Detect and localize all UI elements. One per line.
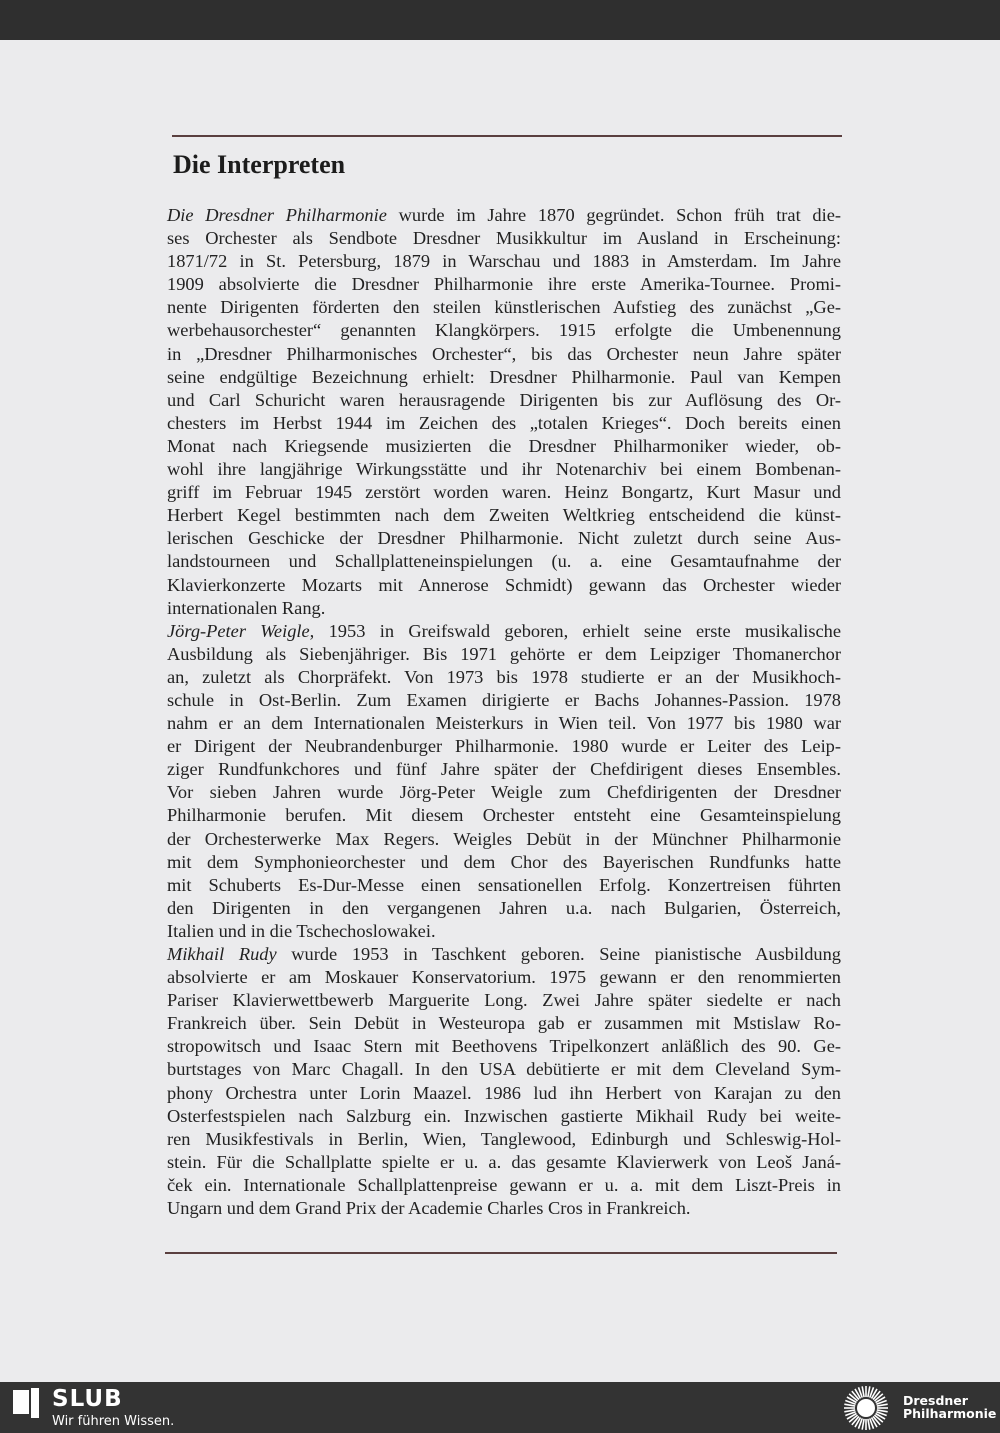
section-heading: Die Interpreten: [173, 150, 346, 179]
text-line: in „Dresdner Philharmonisches Orchester“, bis das Orchester neun Jahre später: [167, 343, 841, 364]
text-line: werbehausorchester“ genannten Klangkörpers. 1915 erfolgte die Umbenennung: [167, 320, 841, 341]
text-line: den Dirigenten in den vergangenen Jahren u.a. nach Bulgarien, Österreich,: [167, 897, 841, 918]
text-line: mit dem Symphonieorchester und dem Chor des Bayerischen Rundfunks hatte: [167, 851, 841, 872]
text-line: Ungarn und dem Grand Prix der Academie Charles Cros in Frankreich.: [167, 1198, 691, 1219]
text-line: nahm er an dem Internationalen Meisterkurs in Wien teil. Von 1977 bis 1980 war: [167, 713, 841, 734]
text-line: an, zuletzt als Chorpräfekt. Von 1973 bis 1978 studierte er an der Musikhoch-: [167, 666, 841, 687]
top-rule: [172, 135, 842, 137]
text-line: internationalen Rang.: [167, 597, 326, 618]
text-line: burtstages von Marc Chagall. In den USA debütierte er mit dem Cleveland Sym-: [167, 1059, 841, 1080]
text-line: stropowitsch und Isaac Stern mit Beethovens Tripelkonzert anläßlich des 90. Ge-: [167, 1036, 841, 1057]
text-line: Monat nach Kriegsende musizierten die Dresdner Philharmoniker wieder, ob-: [167, 435, 841, 456]
text-line: wohl ihre langjährige Wirkungsstätte und ihr Notenarchiv bei einem Bombenan-: [167, 459, 841, 480]
text-line: Philharmonie berufen. Mit diesem Orchester entsteht eine Gesamteinspielung: [167, 805, 841, 826]
text-line: Vor sieben Jahren wurde Jörg-Peter Weigle zum Chefdirigenten der Dresdner: [167, 782, 841, 803]
text-line: ziger Rundfunkchores und fünf Jahre später der Chefdirigent dieses Ensembles.: [167, 759, 841, 780]
text-line: ček ein. Internationale Schallplattenpreise gewann er u. a. mit dem Liszt-Preis in: [167, 1174, 841, 1195]
text-line: seine endgültige Bezeichnung erhielt: Dresdner Philharmonie. Paul van Kempen: [167, 366, 841, 387]
text-line: Mikhail Rudy wurde 1953 in Taschkent geboren. Seine pianistische Ausbildung: [167, 944, 841, 964]
text-line: phony Orchestra unter Lorin Maazel. 1986 lud ihn Herbert von Karajan zu den: [167, 1082, 841, 1103]
text-line: 1909 absolvierte die Dresdner Philharmonie ihre erste Amerika-Tournee. Promi-: [167, 274, 841, 295]
text-line: Pariser Klavierwettbewerb Marguerite Long. Zwei Jahre später siedelte er nach: [167, 990, 841, 1011]
text-line: Osterfestspielen nach Salzburg ein. Inzwischen gastierte Mikhail Rudy bei weite-: [167, 1105, 841, 1126]
body-text: [167, 204, 841, 1220]
slub-book-icon: [12, 1388, 40, 1418]
dp-name-line1: Dresdner: [903, 1393, 968, 1408]
dp-name-line2: Philharmonie: [903, 1406, 997, 1421]
text-line: chesters im Herbst 1944 im Zeichen des „totalen Krieges“. Doch bereits einen: [167, 412, 841, 433]
text-line: und Carl Schuricht waren herausragende Dirigenten bis zur Auflösung des Or-: [167, 389, 841, 410]
text-line: stein. Für die Schallplatte spielte er u. a. das gesamte Klavierwerk von Leoš Janá-: [167, 1151, 841, 1172]
slub-name: SLUB: [52, 1386, 123, 1412]
text-line: Ausbildung als Siebenjähriger. Bis 1971 gehörte er dem Leipziger Thomanerchor: [167, 643, 841, 664]
text-line: absolvierte er am Moskauer Konservatorium. 1975 gewann er den renommierten: [167, 967, 841, 988]
text-line: Klavierkonzerte Mozarts mit Annerose Schmidt) gewann das Orchester wieder: [167, 574, 841, 595]
text-line: Jörg-Peter Weigle, 1953 in Greifswald geboren, erhielt seine erste musikalische: [167, 620, 842, 641]
text-line: der Orchesterwerke Max Regers. Weigles Debüt in der Münchner Philharmonie: [167, 828, 841, 849]
document-page: [0, 40, 1000, 1382]
text-line: Die Dresdner Philharmonie wurde im Jahre 1870 gegründet. Schon früh trat die-: [167, 205, 841, 225]
text-line: er Dirigent der Neubrandenburger Philharmonie. 1980 wurde er Leiter des Leip-: [167, 736, 841, 757]
dresdner-philharmonie-name: [903, 1394, 996, 1420]
text-line: ses Orchester als Sendbote Dresdner Musikkultur im Ausland in Erscheinung:: [167, 228, 841, 249]
text-line: nente Dirigenten förderten den steilen künstlerischen Aufstieg des zunächst „Ge-: [167, 297, 841, 318]
text-line: 1871/72 in St. Petersburg, 1879 in Warschau und 1883 in Amsterdam. Im Jahre: [167, 251, 841, 272]
footer-bar: [0, 1382, 1000, 1433]
text-line: mit Schuberts Es-Dur-Messe einen sensationellen Erfolg. Konzertreisen führten: [167, 874, 841, 895]
text-line: Frankreich über. Sein Debüt in Westeuropa gab er zusammen mit Mstislaw Ro-: [167, 1013, 841, 1034]
bottom-rule: [165, 1252, 837, 1254]
text-line: ren Musikfestivals in Berlin, Wien, Tanglewood, Edinburgh und Schleswig-Hol-: [167, 1128, 841, 1149]
text-line: griff im Februar 1945 zerstört worden waren. Heinz Bongartz, Kurt Masur und: [167, 482, 841, 503]
text-line: Italien und in die Tschechoslowakei.: [167, 920, 436, 941]
text-line: landstourneen und Schallplatteneinspielungen (u. a. eine Gesamtaufnahme der: [167, 551, 841, 572]
text-line: lerischen Geschicke der Dresdner Philharmonie. Nicht zuletzt durch seine Aus-: [167, 528, 841, 549]
text-line: Herbert Kegel bestimmten nach dem Zweiten Weltkrieg entscheidend die künst-: [167, 505, 841, 526]
dresdner-philharmonie-logo: [842, 1384, 890, 1432]
scan-top-border: [0, 0, 1000, 40]
text-line: schule in Ost-Berlin. Zum Examen dirigierte er Bachs Johannes-Passion. 1978: [167, 689, 841, 710]
slub-tagline: Wir führen Wissen.: [52, 1414, 175, 1429]
